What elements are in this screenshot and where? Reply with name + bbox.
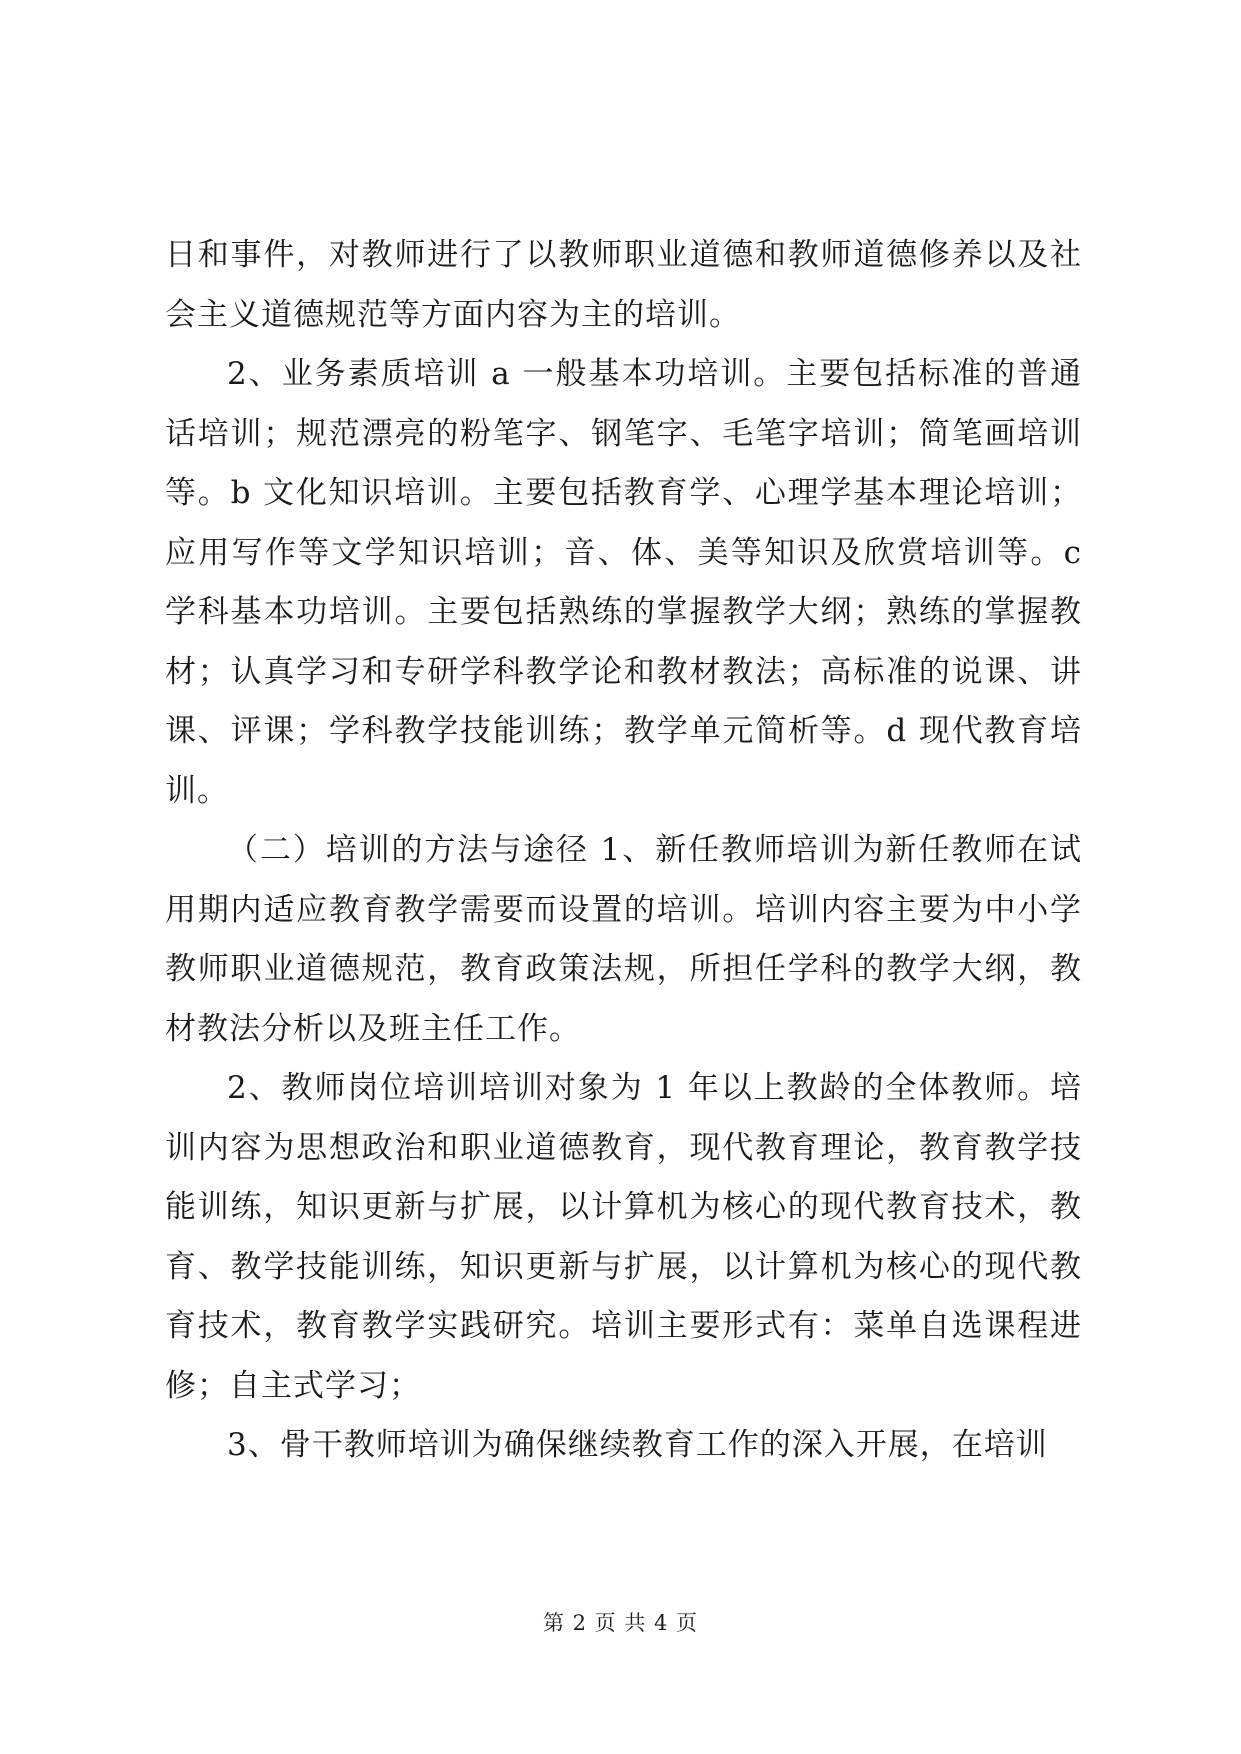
document-body [165,226,1082,1476]
paragraph-3: （二）培训的方法与途径 1、新任教师培训为新任教师在试用期内适应教育教学需要而设置的培训。培训内容主要为中小学教师职业道德规范，教育政策法规，所担任学科的教学大纲，教材教法分析以及班主任工作。 [165,832,1082,1047]
paragraph-5: 3、骨干教师培训为确保继续教育工作的深入开展，在培训 [227,1427,1048,1463]
paragraph-1: 日和事件，对教师进行了以教师职业道德和教师道德修养以及社会主义道德规范等方面内容为主的培训。 [165,237,1082,333]
paragraph-4: 2、教师岗位培训培训对象为 1 年以上教龄的全体教师。培训内容为思想政治和职业道德教育，现代教育理论，教育教学技能训练，知识更新与扩展，以计算机为核心的现代教育技术，教育、教学技能训练，知识更新与扩展，以计算机为核心的现代教育技术，教育教学实践研究。培训主要形式有：菜单自选课程进修；自主式学习； [165,1070,1082,1404]
paragraph-2: 2、业务素质培训 a 一般基本功培训。主要包括标准的普通话培训；规范漂亮的粉笔字、钢笔字、毛笔字培训；简笔画培训等。b 文化知识培训。主要包括教育学、心理学基本理论培训；应用写作等文学知识培训；音、体、美等知识及欣赏培训等。c 学科基本功培训。主要包括熟练的掌握教学大纲；熟练的掌握教材；认真学习和专研学科教学论和教材教法；高标准的说课、讲课、评课；学科教学技能训练；教学单元简析等。d 现代教育培训。 [165,356,1082,809]
page-number-footer: 第 2 页 共 4 页 [542,1611,699,1635]
